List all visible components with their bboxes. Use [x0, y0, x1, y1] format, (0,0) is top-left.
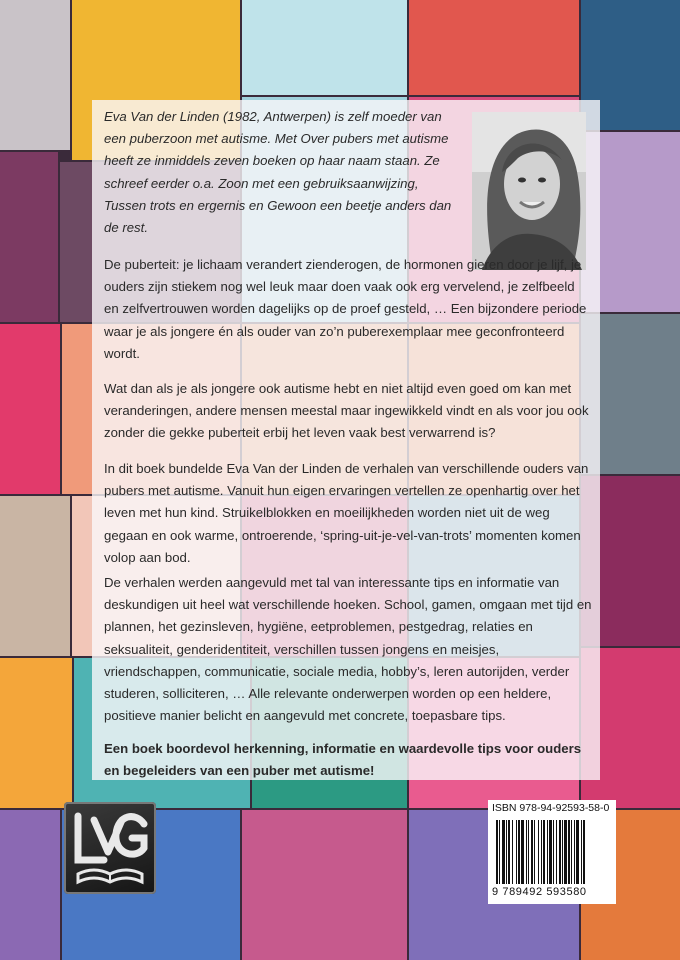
isbn-barcode [488, 800, 616, 904]
author-photo [472, 112, 586, 270]
paragraph-4: De verhalen werden aangevuld met tal van interessante tips en informatie van deskundigen uit heel wat verschillende hoeken. School, gamen, omgaan met tijd en plannen, het gezinsleven, hygiëne, eetproblemen, pestgedrag, relaties en seksualiteit, genderidentiteit, verschillen tussen jongens en meisjes, vriendschappen, communicatie, sociale media, hobby’s, leren autorijden, verder studeren, solliciteren, … Alle relevante onderwerpen worden op een heldere, positieve manier belicht en aangevuld met concrete, toepasbare tips. [104, 575, 592, 724]
closing-statement: Een boek boordevol herkenning, informatie en waardevolle tips voor ouders en begeleiders van een puber met autisme! [104, 741, 582, 779]
author-bio: Eva Van der Linden (1982, Antwerpen) is zelf moeder van een puberzoon met autisme. Met Over pubers met autisme heeft ze inmiddels zeven boeken op haar naam staan. Ze schreef eerder o.a. Zoon met een gebruiksaanwijzing, Tussen trots en ergernis en Gewoon een beetje anders dan de rest. [104, 109, 452, 236]
lvg-book-logo-icon [64, 802, 156, 894]
paragraph-3: In dit boek bundelde Eva Van der Linden de verhalen van verschillende ouders van pubers met autisme. Vanuit hun eigen ervaringen vertellen ze openhartig over het leven met hun kind. Struikelblokken en moeilijkheden worden niet uit de weg gegaan en ook warme, ontroerende, ‘spring-uit-je-vel-van-trots’ momenten komen volop aan bod. [104, 461, 589, 565]
isbn-digits: 9 789492 593580 [492, 886, 587, 898]
barcode-graphic [494, 820, 610, 884]
isbn-label: ISBN 978-94-92593-58-0 [492, 802, 610, 814]
paragraph-1: De puberteit: je lichaam verandert zienderogen, de hormonen gieren door je lijf, je ouders zijn stiekem nog wel leuk maar doen vaak ook erg vervelend, je zelfbeeld en zelfvertrouwen worden dagelijks op de proef gesteld, … Een bijzondere periode waar je als jongere én als ouder van zo’n puberexemplaar mee geconfronteerd wordt. [104, 257, 587, 361]
paragraph-2: Wat dan als je als jongere ook autisme hebt en niet altijd even goed om kan met veranderingen, andere mensen meestal maar ingewikkeld vindt en als voor jou ook zonder die gekke puberteit erbij het leven vaak best verwarrend is? [104, 381, 589, 441]
